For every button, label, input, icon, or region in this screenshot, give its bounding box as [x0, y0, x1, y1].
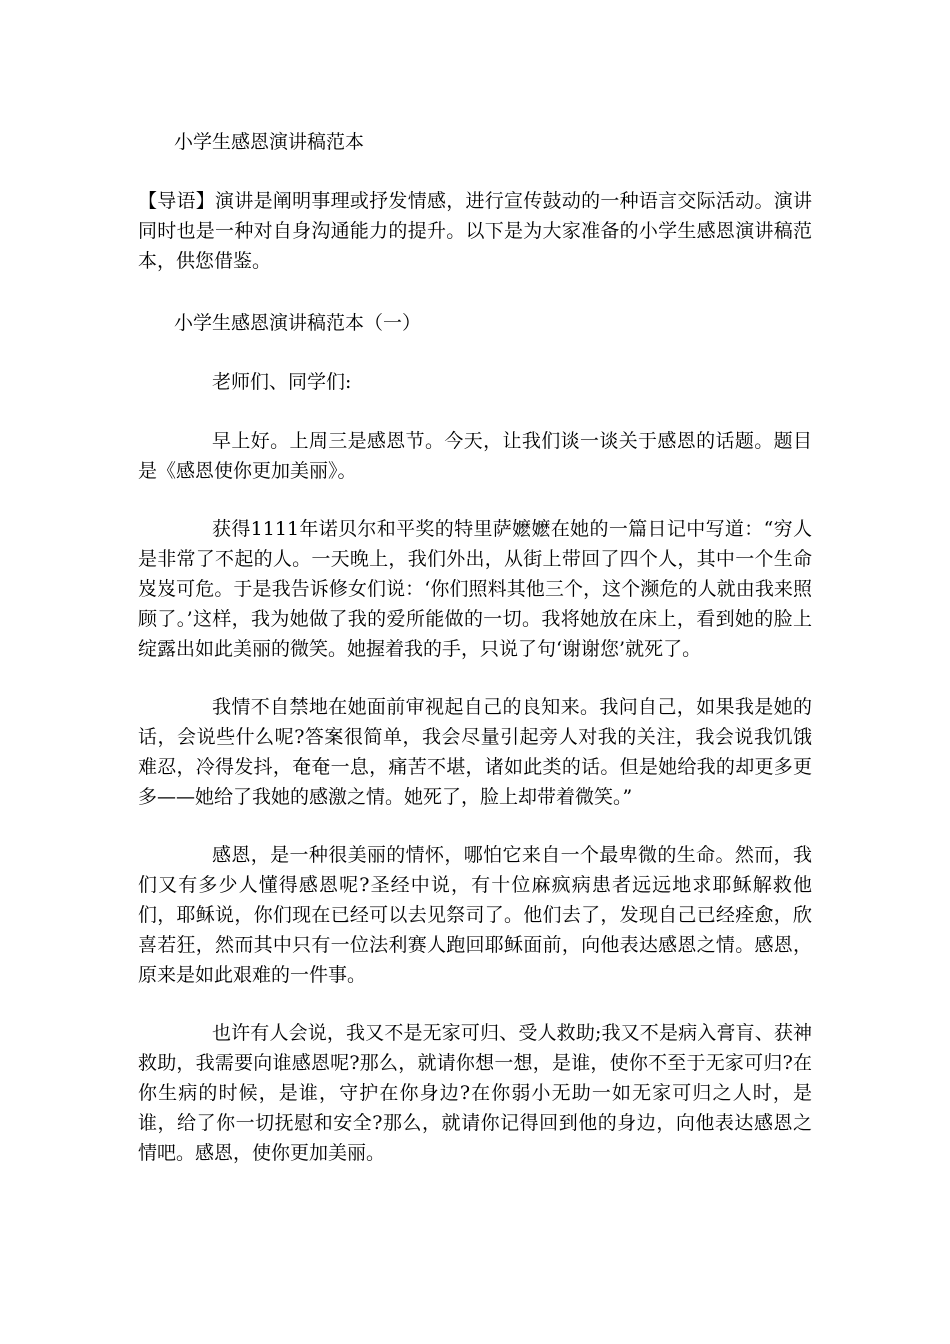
salutation: 老师们、同学们:	[212, 371, 352, 393]
body-paragraph-4: 感恩，是一种很美丽的情怀，哪怕它来自一个最卑微的生命。然而，我们又有多少人懂得感恩呢?圣经中说，有十位麻疯病患者远远地求耶稣解救他们，耶稣说，你们现在已经可以去见祭司了。他们去了，发现自己已经痊愈，欣喜若狂，然而其中只有一位法利赛人跑回耶稣面前，向他表达感恩之情。感恩，原来是如此艰难的一件事。	[138, 844, 812, 986]
body-paragraph-3: 我情不自禁地在她面前审视起自己的良知来。我问自己，如果我是她的话，会说些什么呢?答案很简单，我会尽量引起旁人对我的关注，我会说我饥饿难忍，冷得发抖，奄奄一息，痛苦不堪，诸如此类的话。但是她给我的却更多更多——她给了我她的感激之情。她死了，脸上却带着微笑。”	[138, 696, 812, 808]
document-page	[138, 127, 812, 1168]
body-paragraph-1: 早上好。上周三是感恩节。今天，让我们谈一谈关于感恩的话题。题目是《感恩使你更加美丽》。	[138, 430, 812, 482]
section-subtitle: 小学生感恩演讲稿范本（一）	[174, 312, 422, 334]
intro-paragraph: 【导语】演讲是阐明事理或抒发情感，进行宣传鼓动的一种语言交际活动。演讲同时也是一种对自身沟通能力的提升。以下是为大家准备的小学生感恩演讲稿范本，供您借鉴。	[138, 190, 812, 272]
document-title: 小学生感恩演讲稿范本	[174, 131, 365, 153]
body-paragraph-2: 获得1111年诺贝尔和平奖的特里萨嬷嬷在她的一篇日记中写道：“穷人是非常了不起的人。一天晚上，我们外出，从街上带回了四个人，其中一个生命岌岌可危。于是我告诉修女们说：‘你们照料其他三个，这个濒危的人就由我来照顾了。’这样，我为她做了我的爱所能做的一切。我将她放在床上，看到她的脸上绽露出如此美丽的微笑。她握着我的手，只说了句‘谢谢您’就死了。	[138, 518, 812, 660]
body-paragraph-5: 也许有人会说，我又不是无家可归、受人救助;我又不是病入膏肓、获神救助，我需要向谁感恩呢?那么，就请你想一想，是谁，使你不至于无家可归?在你生病的时候，是谁，守护在你身边?在你弱小无助一如无家可归之人时，是谁，给了你一切抚慰和安全?那么，就请你记得回到他的身边，向他表达感恩之情吧。感恩，使你更加美丽。	[138, 1022, 812, 1164]
